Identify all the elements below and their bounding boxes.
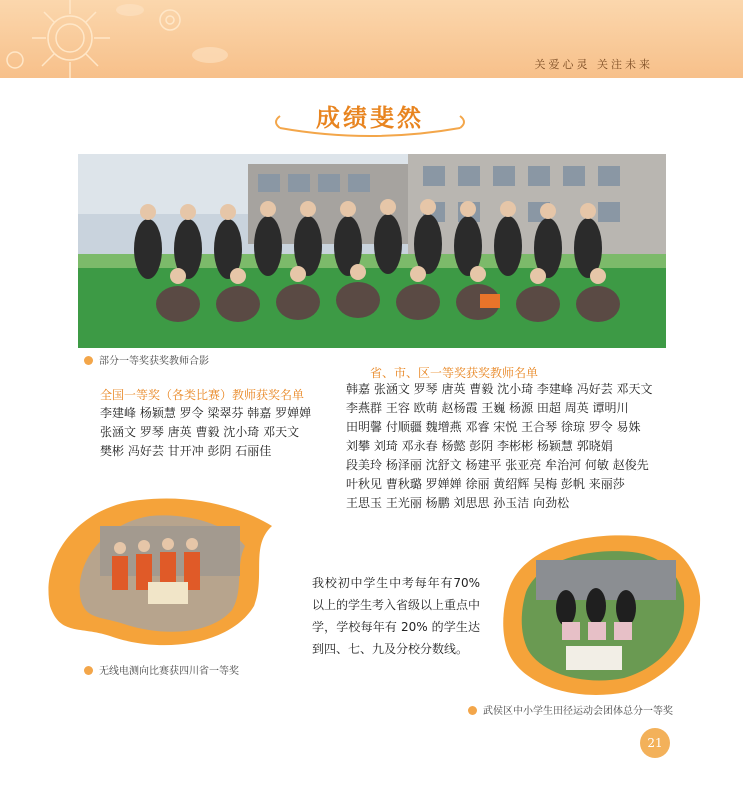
group-photo	[78, 154, 666, 348]
radio-photo-caption: 无线电测向比赛获四川省一等奖	[84, 662, 239, 677]
caption-bullet-icon	[468, 706, 477, 715]
list-item: 李燕群 王容 欧萌 赵杨霞 王巍 杨源 田超 周英 谭明川	[346, 401, 629, 415]
caption-bullet-icon	[84, 666, 93, 675]
sports-photo-caption: 武侯区中小学生田径运动会团体总分一等奖	[468, 702, 673, 717]
caption-bullet-icon	[84, 356, 93, 365]
list-item: 韩嘉 张涵文 罗琴 唐英 曹毅 沈小琦 李建峰 冯好芸 邓天文	[346, 382, 653, 396]
provincial-list-title: 省、市、区一等奖获奖教师名单	[370, 366, 539, 380]
header-band	[0, 0, 743, 78]
list-item: 张涵文 罗琴 唐英 曹毅 沈小琦 邓天文	[100, 425, 300, 439]
national-list-title: 全国一等奖（各类比赛）教师获奖名单	[100, 388, 305, 402]
list-item: 段美玲 杨泽丽 沈舒文 杨建平 张亚亮 牟治河 何敏 赵俊先	[346, 458, 649, 472]
list-item: 田明馨 付顺疆 魏增燕 邓睿 宋悦 王合琴 徐琼 罗令 易姝	[346, 420, 641, 434]
list-item: 李建峰 杨颖慧 罗令 梁翠芬 韩嘉 罗婵婵	[100, 406, 312, 420]
radio-contest-photo	[40, 486, 280, 656]
page-title-block	[270, 86, 470, 142]
list-item: 刘攀 刘琦 邓永春 杨懿 彭阴 李彬彬 杨颖慧 郭晓娟	[346, 439, 613, 453]
provincial-list	[346, 380, 653, 513]
header-slogan: 关爱心灵 关注未来	[534, 58, 653, 71]
list-item: 樊彬 冯好芸 甘开冲 彭阴 石丽佳	[100, 444, 272, 458]
page-title: 成绩斐然	[316, 104, 424, 132]
list-item: 叶秋见 曹秋璐 罗婵婵 徐丽 黄绍辉 吴梅 彭帆 来丽莎	[346, 477, 625, 491]
page-number: 21	[640, 728, 670, 758]
national-list	[100, 404, 311, 461]
main-photo-caption: 部分一等奖获奖教师合影	[84, 352, 209, 367]
flower-ornament-icon	[0, 0, 260, 78]
list-item: 王思玉 王光丽 杨鹏 刘思思 孙玉洁 向劲松	[346, 496, 570, 510]
achievement-paragraph: 我校初中学生中考每年有70%以上的学生考入省级以上重点中学，学校每年有 20% 的学生达到四、七、九及分校分数线。	[312, 576, 481, 656]
